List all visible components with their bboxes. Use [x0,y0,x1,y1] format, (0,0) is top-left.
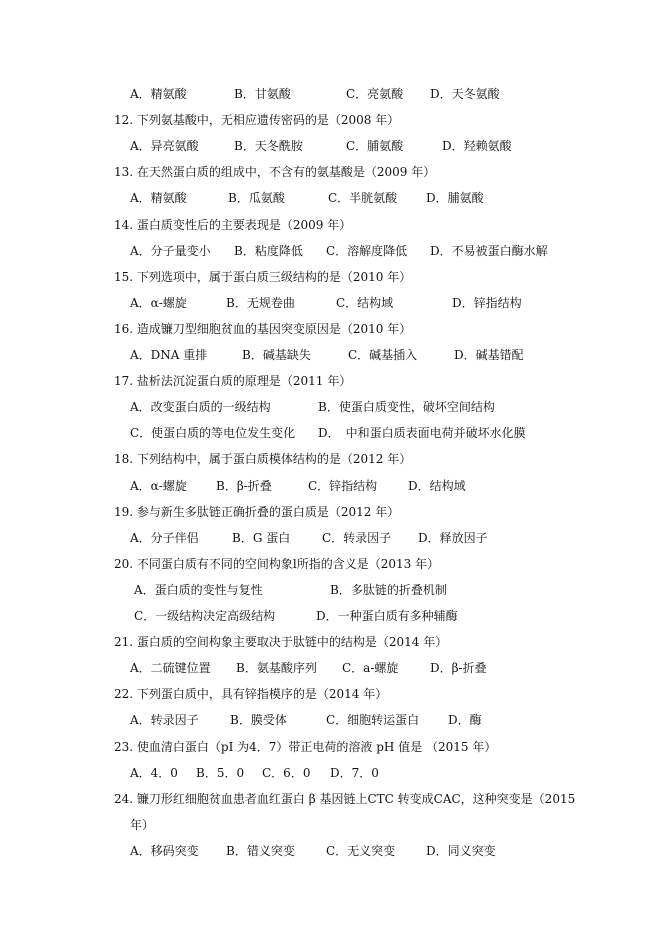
option-a: A．α-螺旋 [130,478,187,493]
option-a: A．精氨酸 [130,87,187,101]
question-text: 24. 镰刀形红细胞贫血患者血红蛋白 β 基因链上CTC 转变成CAC，这种突变是（2015 [114,791,576,806]
option-b: B．天冬酰胺 [234,139,303,154]
question-text: 21. 蛋白质的空间构象主要取决于肽链中的结构是（2014 年） [114,635,448,650]
option-b: B．错义突变 [226,843,295,858]
option-c: C．无义突变 [326,843,396,858]
option-d: D．酶 [448,713,482,728]
option-a: A．异亮氨酸 [130,139,199,154]
question-text: 17. 盐析法沉淀蛋白质的原理是（2011 年） [114,374,352,389]
option-a: A．蛋白质的变性与复性 [134,582,263,597]
option-a: A．二硫键位置 [130,661,211,676]
option-d: D．释放因子 [418,530,488,545]
option-a: A．分子伴侣 [130,530,199,545]
option-d: D．锌指结构 [452,295,522,310]
option-d: D．碱基错配 [454,348,524,362]
question-text: 18. 下列结构中，属于蛋白质模体结构的是（2012 年） [114,452,412,467]
option-b: B．G 蛋白 [232,530,291,545]
option-a: C．一级结构决定高级结构 [134,609,276,623]
option-b: B．使蛋白质变性，破坏空间结构 [318,400,495,415]
question-text: 12. 下列氨基酸中，无相应遗传密码的是（2008 年） [114,113,400,128]
option-a: C．使蛋白质的等电位发生变化 [130,426,296,441]
option-d: D．7．0 [330,765,379,780]
option-c: C．锌指结构 [308,478,378,493]
option-a: A．转录因子 [130,713,199,728]
option-b: B．膜受体 [230,713,287,728]
option-c: C．溶解度降低 [326,243,408,258]
option-d: D．结构域 [408,478,466,493]
question-text: 14. 蛋白质变性后的主要表现是（2009 年） [114,217,352,232]
question-text: 22. 下列蛋白质中，具有锌指模序的是（2014 年） [114,687,388,702]
option-c: C．亮氨酸 [346,87,404,101]
option-c: C．脯氨酸 [346,139,404,154]
option-b: B．碱基缺失 [242,348,311,362]
option-c: C．结构域 [336,295,394,310]
option-a: A．DNA 重排 [130,348,208,362]
question-text: 19. 参与新生多肽链正确折叠的蛋白质是（2012 年） [114,504,400,519]
option-c: C．a-螺旋 [342,661,399,676]
option-b: B．5．0 [196,765,245,780]
question-text: 16. 造成镰刀型细胞贫血的基因突变原因是（2010 年） [114,321,412,336]
option-b: D．一种蛋白质有多种辅酶 [316,609,458,623]
option-d: D．天冬氨酸 [430,87,500,101]
question-text: 23. 使血清白蛋白（pI 为4．7）带正电荷的溶液 pH 值是 （2015 年） [114,739,497,754]
option-b: B．β-折叠 [216,478,272,493]
option-b: B．多肽链的折叠机制 [330,582,447,597]
option-a: A．4．0 [130,765,178,780]
option-d: D．羟赖氨酸 [442,139,512,154]
option-d: D．不易被蛋白酶水解 [430,243,548,258]
option-a: A．移码突变 [130,843,199,858]
option-b: B．粘度降低 [234,243,303,258]
option-a: A．α-螺旋 [130,295,187,310]
question-text: 20. 不同蛋白质有不同的空间构象l所指的含义是（2013 年） [114,556,440,571]
option-c: C．半胱氨酸 [328,191,398,206]
option-c: C．细胞转运蛋白 [326,713,420,728]
option-d: D．β-折叠 [430,661,487,676]
option-c: C．6．0 [262,765,311,780]
option-c: C．转录因子 [322,530,392,545]
option-a: A．改变蛋白质的一级结构 [130,400,271,415]
question-text: 13. 在天然蛋白质的组成中，不含有的氨基酸是（2009 年） [114,165,436,180]
option-d: D．同义突变 [426,843,496,858]
option-b: B．甘氨酸 [234,87,291,101]
option-a: A．精氨酸 [130,191,187,206]
option-b: B．瓜氨酸 [228,191,285,206]
option-b: B．无规卷曲 [226,295,295,310]
option-a: A．分子量变小 [130,243,211,258]
option-c: C．碱基插入 [348,348,418,362]
option-b: B．氨基酸序列 [236,661,317,676]
question-continuation: 年） [130,817,155,832]
question-text: 15. 下列选项中，属于蛋白质三级结构的是（2010 年） [114,269,412,284]
option-d: D．脯氨酸 [426,191,484,206]
option-b: D． 中和蛋白质表面电荷并破坏水化膜 [318,426,526,441]
